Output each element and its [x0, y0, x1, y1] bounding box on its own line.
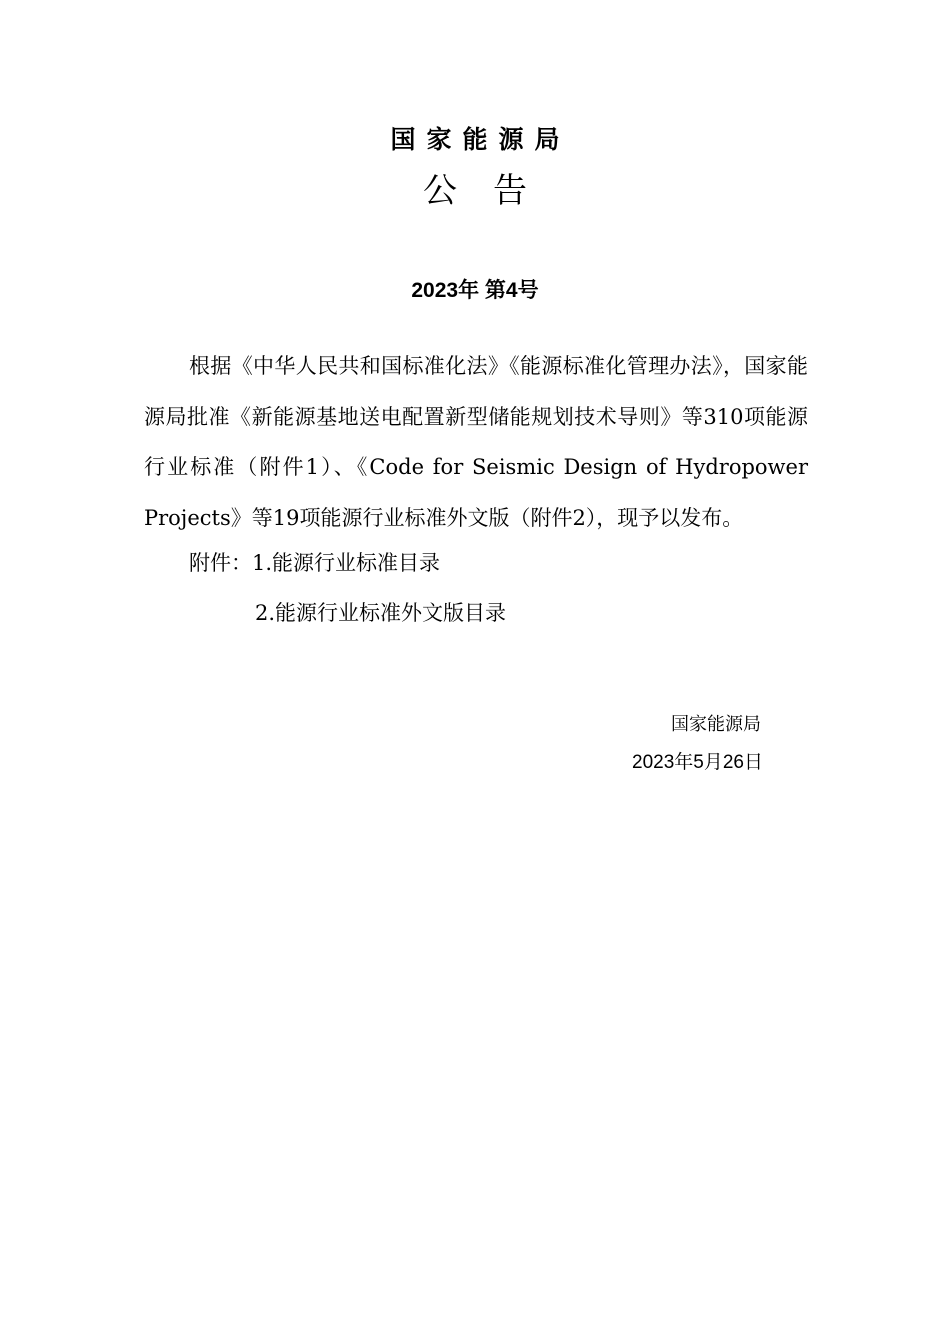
signature-organization: 国家能源局: [671, 714, 761, 735]
document-number: 2023年 第4号: [411, 279, 539, 302]
signature-date: 2023年5月26日: [632, 752, 763, 773]
issuing-organization-title: 国家能源局: [390, 125, 571, 154]
attachment-item-text: 1.能源行业标准目录: [252, 551, 441, 575]
attachment-item-text: 2.能源行业标准外文版目录: [255, 601, 507, 625]
document-type-heading: 公告: [423, 171, 563, 211]
attachment-label: 附件：: [189, 551, 252, 575]
attachment-item-2: [255, 598, 506, 628]
attachment-item-1: [189, 548, 440, 578]
announcement-body-paragraph: 根据《中华人民共和国标准化法》《能源标准化管理办法》，国家能源局批准《新能源基地送电配置新型储能规划技术导则》等310项能源行业标准（附件1）、《Code for Seismic Design of Hydropower Projects》等19项能源行业标准外文版（附件2），现予以发布。: [144, 354, 808, 530]
